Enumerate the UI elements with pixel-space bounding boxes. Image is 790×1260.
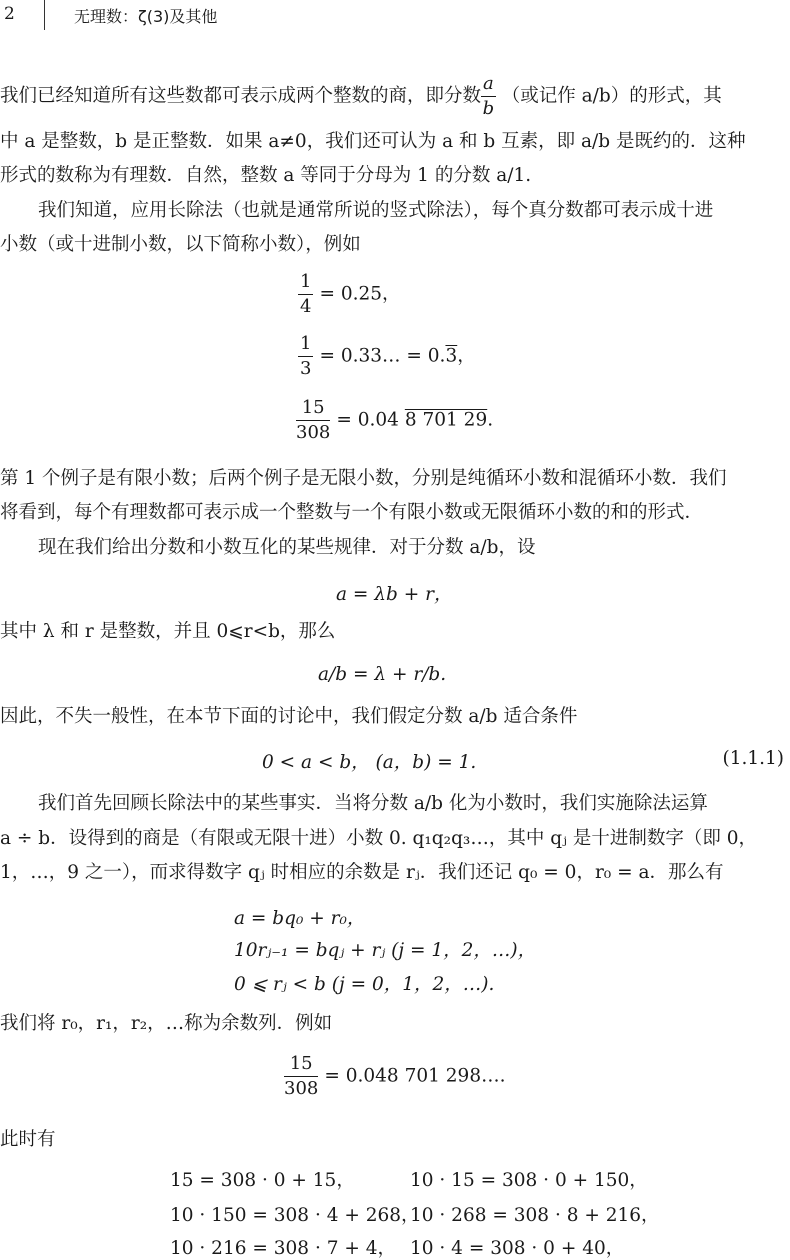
text: 我们已经知道所有这些数都可表示成两个整数的商，即分数: [0, 85, 482, 107]
repeating-digits: 3: [445, 345, 458, 367]
division-step-3-left: 10 · 216 = 308 · 7 + 4，: [170, 1238, 397, 1259]
equation-15-over-308-expansion: $\frac{15}{308}$ = 0.048 701 298….: [284, 1053, 506, 1099]
equation-remainder-bound: 0 ⩽ rⱼ < b (j = 0，1，2，…).: [234, 974, 495, 995]
paragraph-1-line-2: 中 a 是整数，b 是正整数．如果 a≠0，我们还可认为 a 和 b 互素，即 a/b 是既约的．这种: [0, 131, 746, 152]
division-step-1-right: 10 · 15 = 308 · 0 + 150，: [410, 1170, 648, 1191]
paragraph-1-line-3: 形式的数称为有理数．自然，整数 a 等同于分母为 1 的分数 a/1.: [0, 165, 532, 186]
equation-one-quarter: $\frac{1}{4}$ = 0.25，: [300, 271, 401, 317]
paragraph-1-line-1: [0, 74, 790, 119]
running-title: 无理数：ζ(3)及其他: [74, 7, 218, 26]
fraction-a-over-b: $\frac{a}{b}$: [482, 73, 495, 119]
paragraph-6-line-2: 此时有: [0, 1129, 56, 1150]
paragraph-4-line-1: 现在我们给出分数和小数互化的某些规律．对于分数 a/b，设: [38, 537, 536, 558]
equation-recurrence: 10rⱼ₋₁ = bqⱼ + rⱼ (j = 1，2，…)，: [234, 940, 537, 961]
page-number: 2: [4, 4, 15, 24]
equation-number: (1.1.1): [722, 748, 784, 769]
equation-one-third: $\frac{1}{3}$ = 0.33… = 0.3，: [300, 333, 476, 379]
paragraph-5-line-3: 1，…，9 之一），而求得数字 qⱼ 时相应的余数是 rⱼ．我们还记 q₀ = 0，r₀ = a．那么有: [0, 862, 724, 883]
paragraph-2-line-1: 我们知道，应用长除法（也就是通常所说的竖式除法），每个真分数都可表示成十进: [38, 200, 714, 221]
text: （或记作 a/b）的形式，其: [501, 85, 722, 107]
paragraph-5-line-1: 我们首先回顾长除法中的某些事实．当将分数 a/b 化为小数时，我们实施除法运算: [38, 793, 708, 814]
equation-initial-step: a = bq₀ + r₀，: [234, 908, 366, 929]
paragraph-3-line-1: 第 1 个例子是有限小数；后两个例子是无限小数，分别是纯循环小数和混循环小数．我们: [0, 468, 727, 489]
header-divider: [44, 0, 45, 30]
division-step-1-left: 15 = 308 · 0 + 15，: [170, 1170, 355, 1191]
paragraph-4-line-2: 其中 λ 和 r 是整数，并且 0⩽r<b，那么: [0, 621, 336, 642]
division-step-2-left: 10 · 150 = 308 · 4 + 268，: [170, 1205, 420, 1226]
paragraph-3-line-2: 将看到，每个有理数都可表示成一个整数与一个有限小数或无限循环小数的和的形式．: [0, 502, 704, 523]
division-step-3-right: 10 · 4 = 308 · 0 + 40，: [410, 1238, 625, 1259]
paragraph-2-line-2: 小数（或十进制小数，以下简称小数），例如: [0, 234, 361, 255]
equation-15-over-308: $\frac{15}{308}$ = 0.04 8 701 29.: [296, 397, 494, 443]
paragraph-6-line-1: 我们将 r₀，r₁，r₂，…称为余数列．例如: [0, 1013, 333, 1034]
repeating-digits: 8 701 29: [404, 409, 488, 431]
page-header: [0, 0, 790, 34]
paragraph-4-line-3: 因此，不失一般性，在本节下面的讨论中，我们假定分数 a/b 适合条件: [0, 706, 578, 727]
division-step-2-right: 10 · 268 = 308 · 8 + 216，: [410, 1205, 660, 1226]
equation-condition: 0 < a < b， (a，b) = 1.: [262, 752, 477, 773]
equation-a-lambda-b-r: a = λb + r，: [336, 584, 453, 605]
equation-a-over-b: a/b = λ + r/b.: [318, 664, 447, 685]
paragraph-5-line-2: a ÷ b．设得到的商是（有限或无限十进）小数 0. q₁q₂q₃…，其中 qⱼ 是十进制数字（即 0，: [0, 828, 757, 849]
